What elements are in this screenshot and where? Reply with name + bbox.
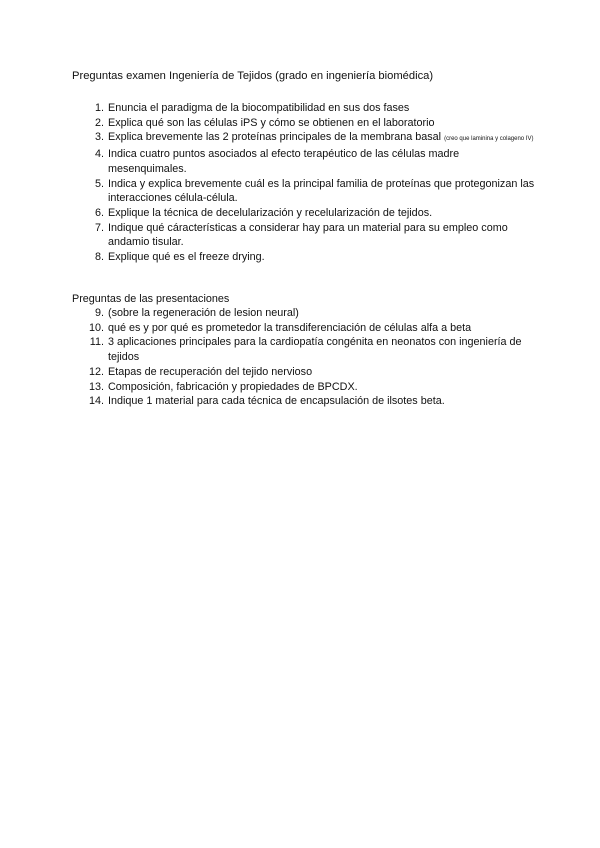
item-text: Explique la técnica de decelularización y recelularización de tejidos. [108,206,433,219]
list-item [0,147,600,176]
item-number: 13. [88,380,104,393]
list-item [0,321,600,336]
item-note: (creo que laminina y colageno IV) [444,136,534,143]
item-number: 3. [94,131,104,144]
item-number: 10. [88,321,104,334]
item-number: 6. [94,206,104,219]
item-text: qué es y por qué es prometedor la transdiferenciación de células alfa a beta [108,321,472,334]
item-text-main: Explica brevemente las 2 proteínas principales de la membrana basal [108,131,442,144]
item-number: 11. [89,336,104,349]
item-text: Composición, fabricación y propiedades de BPCDX. [108,380,358,393]
list-item [0,101,600,116]
item-text: Enuncia el paradigma de la biocompatibilidad en sus dos fases [108,102,410,114]
list-item [0,206,600,221]
document-title: Preguntas examen Ingeniería de Tejidos (grado en ingeniería biomédica) [72,70,434,82]
item-text: Explica qué son las células iPS y cómo se obtienen en el laboratorio [108,116,435,129]
list-item [0,365,600,380]
presentation-questions-list [0,306,600,409]
item-text [108,130,538,147]
item-number: 1. [94,102,104,114]
item-number: 12. [88,365,104,378]
item-text: Indique qué cáracterísticas a considerar hay para un material para su empleo como andamio tisular. [108,221,508,249]
exam-questions-list [0,101,600,265]
item-text: (sobre la regeneración de lesion neural) [108,307,299,319]
item-number: 7. [94,221,104,234]
item-text: Indique 1 material para cada técnica de encapsulación de ilsotes beta. [108,395,445,408]
item-text: Indica y explica brevemente cuál es la principal familia de proteínas que protegonizan las interacciones célula-célula. [108,177,535,205]
list-item [0,394,600,409]
item-text: Indica cuatro puntos asociados al efecto terapéutico de las células madre mesenquimales. [108,148,460,175]
list-item [0,306,600,321]
list-item [0,380,600,395]
item-text: Explique qué es el freeze drying. [108,251,265,264]
list-item [0,177,600,206]
list-item [0,221,600,250]
list-item [0,335,600,364]
list-item [0,116,600,131]
item-number: 2. [94,116,104,129]
item-text: Etapas de recuperación del tejido nervioso [108,365,313,378]
item-number: 9. [94,307,104,319]
item-text: 3 aplicaciones principales para la cardiopatía congénita en neonatos con ingeniería de tejidos [108,336,522,364]
item-number: 5. [94,177,104,190]
item-number: 4. [94,148,104,161]
item-number: 8. [94,251,104,264]
item-number: 14. [88,395,104,408]
list-item [0,250,600,265]
list-item [0,130,600,147]
section-heading: Preguntas de las presentaciones [72,293,230,305]
